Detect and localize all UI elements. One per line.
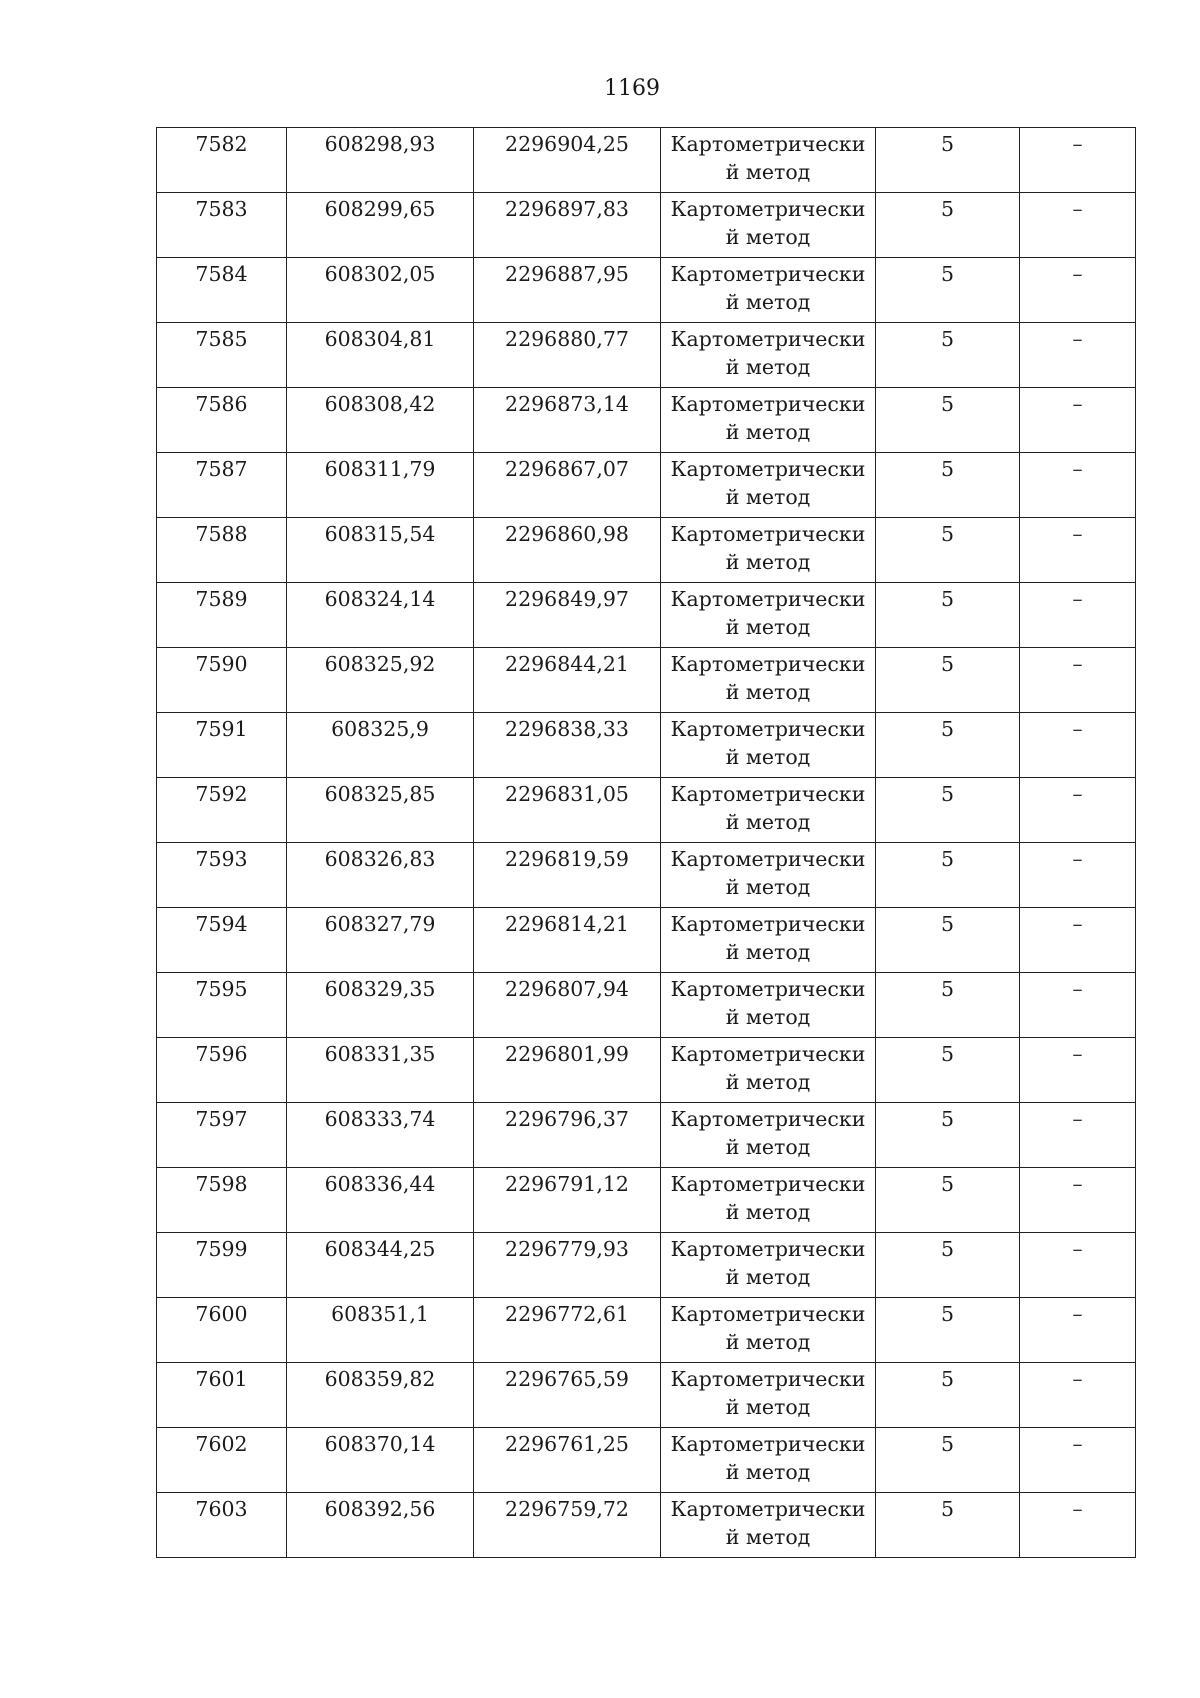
x-coordinate-cell: 608302,05 <box>287 258 474 323</box>
accuracy-cell: 5 <box>876 1103 1020 1168</box>
accuracy-cell: 5 <box>876 1493 1020 1558</box>
method-line-1: Картометрически <box>670 327 866 351</box>
method-cell <box>661 1038 876 1103</box>
point-number-cell: 7596 <box>157 1038 287 1103</box>
accuracy-cell: 5 <box>876 258 1020 323</box>
x-coordinate-cell: 608299,65 <box>287 193 474 258</box>
y-coordinate-cell: 2296772,61 <box>474 1298 661 1363</box>
accuracy-cell: 5 <box>876 388 1020 453</box>
note-cell: – <box>1020 1233 1136 1298</box>
method-line-2: й метод <box>725 615 811 639</box>
method-line-1: Картометрически <box>670 587 866 611</box>
y-coordinate-cell: 2296904,25 <box>474 128 661 193</box>
note-cell: – <box>1020 1363 1136 1428</box>
table-row <box>157 713 1136 778</box>
method-cell <box>661 1428 876 1493</box>
coordinates-table-body <box>157 128 1136 1558</box>
method-line-2: й метод <box>725 1330 811 1354</box>
method-line-2: й метод <box>725 1200 811 1224</box>
x-coordinate-cell: 608326,83 <box>287 843 474 908</box>
x-coordinate-cell: 608336,44 <box>287 1168 474 1233</box>
point-number-cell: 7590 <box>157 648 287 713</box>
method-cell <box>661 1298 876 1363</box>
accuracy-cell: 5 <box>876 453 1020 518</box>
x-coordinate-cell: 608370,14 <box>287 1428 474 1493</box>
method-cell <box>661 1168 876 1233</box>
method-line-1: Картометрически <box>670 197 866 221</box>
x-coordinate-cell: 608351,1 <box>287 1298 474 1363</box>
accuracy-cell: 5 <box>876 583 1020 648</box>
method-cell <box>661 1233 876 1298</box>
method-line-1: Картометрически <box>670 1367 866 1391</box>
note-cell: – <box>1020 908 1136 973</box>
y-coordinate-cell: 2296873,14 <box>474 388 661 453</box>
y-coordinate-cell: 2296844,21 <box>474 648 661 713</box>
method-line-2: й метод <box>725 875 811 899</box>
method-line-2: й метод <box>725 290 811 314</box>
table-row <box>157 1233 1136 1298</box>
note-cell: – <box>1020 1493 1136 1558</box>
table-row <box>157 1038 1136 1103</box>
table-row <box>157 1168 1136 1233</box>
note-cell: – <box>1020 518 1136 583</box>
method-cell <box>661 1103 876 1168</box>
note-cell: – <box>1020 453 1136 518</box>
x-coordinate-cell: 608298,93 <box>287 128 474 193</box>
table-row <box>157 1428 1136 1493</box>
method-line-1: Картометрически <box>670 1432 866 1456</box>
method-cell <box>661 778 876 843</box>
method-cell <box>661 193 876 258</box>
method-line-1: Картометрически <box>670 132 866 156</box>
note-cell: – <box>1020 193 1136 258</box>
y-coordinate-cell: 2296849,97 <box>474 583 661 648</box>
x-coordinate-cell: 608308,42 <box>287 388 474 453</box>
x-coordinate-cell: 608329,35 <box>287 973 474 1038</box>
point-number-cell: 7601 <box>157 1363 287 1428</box>
method-line-2: й метод <box>725 485 811 509</box>
table-row <box>157 908 1136 973</box>
y-coordinate-cell: 2296791,12 <box>474 1168 661 1233</box>
method-line-1: Картометрически <box>670 717 866 741</box>
method-cell <box>661 843 876 908</box>
table-row <box>157 648 1136 713</box>
x-coordinate-cell: 608344,25 <box>287 1233 474 1298</box>
table-row <box>157 1493 1136 1558</box>
accuracy-cell: 5 <box>876 713 1020 778</box>
method-line-2: й метод <box>725 745 811 769</box>
x-coordinate-cell: 608359,82 <box>287 1363 474 1428</box>
page-number: 1169 <box>604 76 660 101</box>
note-cell: – <box>1020 323 1136 388</box>
point-number-cell: 7599 <box>157 1233 287 1298</box>
accuracy-cell: 5 <box>876 1038 1020 1103</box>
point-number-cell: 7582 <box>157 128 287 193</box>
note-cell: – <box>1020 648 1136 713</box>
y-coordinate-cell: 2296867,07 <box>474 453 661 518</box>
point-number-cell: 7598 <box>157 1168 287 1233</box>
table-row <box>157 778 1136 843</box>
note-cell: – <box>1020 843 1136 908</box>
accuracy-cell: 5 <box>876 843 1020 908</box>
method-line-1: Картометрически <box>670 1497 866 1521</box>
note-cell: – <box>1020 258 1136 323</box>
method-line-2: й метод <box>725 810 811 834</box>
note-cell: – <box>1020 128 1136 193</box>
point-number-cell: 7600 <box>157 1298 287 1363</box>
y-coordinate-cell: 2296765,59 <box>474 1363 661 1428</box>
method-line-1: Картометрически <box>670 1107 866 1131</box>
point-number-cell: 7595 <box>157 973 287 1038</box>
method-line-1: Картометрически <box>670 457 866 481</box>
method-line-1: Картометрически <box>670 522 866 546</box>
x-coordinate-cell: 608333,74 <box>287 1103 474 1168</box>
y-coordinate-cell: 2296897,83 <box>474 193 661 258</box>
point-number-cell: 7589 <box>157 583 287 648</box>
accuracy-cell: 5 <box>876 648 1020 713</box>
method-line-2: й метод <box>725 680 811 704</box>
note-cell: – <box>1020 713 1136 778</box>
method-cell <box>661 323 876 388</box>
x-coordinate-cell: 608331,35 <box>287 1038 474 1103</box>
accuracy-cell: 5 <box>876 193 1020 258</box>
note-cell: – <box>1020 388 1136 453</box>
method-line-2: й метод <box>725 1265 811 1289</box>
method-line-2: й метод <box>725 160 811 184</box>
accuracy-cell: 5 <box>876 518 1020 583</box>
method-line-2: й метод <box>725 940 811 964</box>
x-coordinate-cell: 608392,56 <box>287 1493 474 1558</box>
table-row <box>157 1363 1136 1428</box>
point-number-cell: 7584 <box>157 258 287 323</box>
table-row <box>157 1298 1136 1363</box>
method-line-1: Картометрически <box>670 392 866 416</box>
table-row <box>157 843 1136 908</box>
table-row <box>157 518 1136 583</box>
point-number-cell: 7592 <box>157 778 287 843</box>
note-cell: – <box>1020 1038 1136 1103</box>
point-number-cell: 7587 <box>157 453 287 518</box>
point-number-cell: 7594 <box>157 908 287 973</box>
y-coordinate-cell: 2296814,21 <box>474 908 661 973</box>
x-coordinate-cell: 608304,81 <box>287 323 474 388</box>
method-line-2: й метод <box>725 1395 811 1419</box>
x-coordinate-cell: 608327,79 <box>287 908 474 973</box>
x-coordinate-cell: 608325,92 <box>287 648 474 713</box>
method-cell <box>661 388 876 453</box>
note-cell: – <box>1020 583 1136 648</box>
method-cell <box>661 583 876 648</box>
method-cell <box>661 1493 876 1558</box>
method-line-1: Картометрически <box>670 652 866 676</box>
method-line-1: Картометрически <box>670 782 866 806</box>
method-line-2: й метод <box>725 550 811 574</box>
y-coordinate-cell: 2296838,33 <box>474 713 661 778</box>
accuracy-cell: 5 <box>876 908 1020 973</box>
table-row <box>157 453 1136 518</box>
y-coordinate-cell: 2296819,59 <box>474 843 661 908</box>
point-number-cell: 7603 <box>157 1493 287 1558</box>
accuracy-cell: 5 <box>876 1233 1020 1298</box>
note-cell: – <box>1020 778 1136 843</box>
method-line-2: й метод <box>725 225 811 249</box>
x-coordinate-cell: 608311,79 <box>287 453 474 518</box>
note-cell: – <box>1020 1103 1136 1168</box>
y-coordinate-cell: 2296796,37 <box>474 1103 661 1168</box>
method-cell <box>661 908 876 973</box>
point-number-cell: 7597 <box>157 1103 287 1168</box>
accuracy-cell: 5 <box>876 778 1020 843</box>
y-coordinate-cell: 2296801,99 <box>474 1038 661 1103</box>
table-row <box>157 1103 1136 1168</box>
accuracy-cell: 5 <box>876 1363 1020 1428</box>
method-line-2: й метод <box>725 1525 811 1549</box>
method-line-1: Картометрически <box>670 847 866 871</box>
y-coordinate-cell: 2296759,72 <box>474 1493 661 1558</box>
point-number-cell: 7593 <box>157 843 287 908</box>
point-number-cell: 7586 <box>157 388 287 453</box>
point-number-cell: 7588 <box>157 518 287 583</box>
table-row <box>157 388 1136 453</box>
point-number-cell: 7602 <box>157 1428 287 1493</box>
y-coordinate-cell: 2296761,25 <box>474 1428 661 1493</box>
method-line-2: й метод <box>725 1005 811 1029</box>
table-row <box>157 193 1136 258</box>
method-line-2: й метод <box>725 1070 811 1094</box>
note-cell: – <box>1020 973 1136 1038</box>
point-number-cell: 7591 <box>157 713 287 778</box>
point-number-cell: 7585 <box>157 323 287 388</box>
method-cell <box>661 713 876 778</box>
accuracy-cell: 5 <box>876 128 1020 193</box>
note-cell: – <box>1020 1168 1136 1233</box>
method-cell <box>661 518 876 583</box>
accuracy-cell: 5 <box>876 1298 1020 1363</box>
y-coordinate-cell: 2296887,95 <box>474 258 661 323</box>
method-line-1: Картометрически <box>670 912 866 936</box>
y-coordinate-cell: 2296831,05 <box>474 778 661 843</box>
table-row <box>157 583 1136 648</box>
method-cell <box>661 258 876 323</box>
table-row <box>157 323 1136 388</box>
point-number-cell: 7583 <box>157 193 287 258</box>
x-coordinate-cell: 608325,9 <box>287 713 474 778</box>
table-row <box>157 128 1136 193</box>
method-line-1: Картометрически <box>670 1172 866 1196</box>
method-line-1: Картометрически <box>670 1302 866 1326</box>
table-row <box>157 258 1136 323</box>
x-coordinate-cell: 608315,54 <box>287 518 474 583</box>
method-line-1: Картометрически <box>670 977 866 1001</box>
y-coordinate-cell: 2296779,93 <box>474 1233 661 1298</box>
accuracy-cell: 5 <box>876 973 1020 1038</box>
note-cell: – <box>1020 1428 1136 1493</box>
method-cell <box>661 648 876 713</box>
x-coordinate-cell: 608324,14 <box>287 583 474 648</box>
method-line-1: Картометрически <box>670 262 866 286</box>
method-cell <box>661 1363 876 1428</box>
method-cell <box>661 973 876 1038</box>
method-line-2: й метод <box>725 420 811 444</box>
method-line-1: Картометрически <box>670 1237 866 1261</box>
method-line-2: й метод <box>725 1135 811 1159</box>
table-row <box>157 973 1136 1038</box>
accuracy-cell: 5 <box>876 323 1020 388</box>
y-coordinate-cell: 2296807,94 <box>474 973 661 1038</box>
method-cell <box>661 128 876 193</box>
method-cell <box>661 453 876 518</box>
note-cell: – <box>1020 1298 1136 1363</box>
accuracy-cell: 5 <box>876 1428 1020 1493</box>
y-coordinate-cell: 2296880,77 <box>474 323 661 388</box>
coordinates-table <box>156 127 1136 1558</box>
x-coordinate-cell: 608325,85 <box>287 778 474 843</box>
accuracy-cell: 5 <box>876 1168 1020 1233</box>
method-line-1: Картометрически <box>670 1042 866 1066</box>
method-line-2: й метод <box>725 1460 811 1484</box>
method-line-2: й метод <box>725 355 811 379</box>
y-coordinate-cell: 2296860,98 <box>474 518 661 583</box>
